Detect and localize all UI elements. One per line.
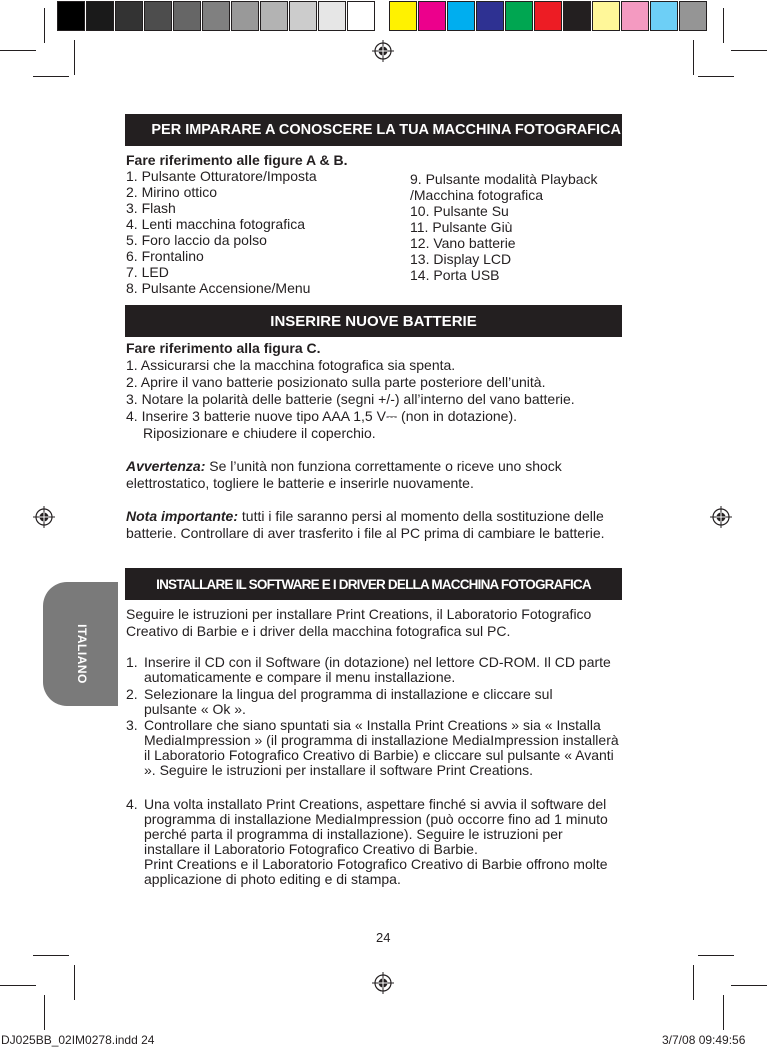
color-swatch [592, 1, 620, 31]
crop-mark [731, 50, 767, 51]
color-swatch [534, 1, 562, 31]
list-item-text: 4. Inserire 3 batterie nuove tipo AAA 1,5 V [126, 408, 386, 424]
step-text: Print Creations e il Laboratorio Fotografico Creativo di Barbie offrono molte applicazione di photo editing e di stampa. [144, 856, 608, 887]
crop-mark [33, 76, 69, 77]
note-text: tutti i file saranno persi al momento della sostituzione delle batterie. Controllare di aver trasferito i file al PC prima di cambiare le batterie. [126, 508, 605, 541]
gray-swatch [57, 1, 85, 31]
color-swatch [476, 1, 504, 31]
step-text: Una volta installato Print Creations, aspettare finché si avvia il software del programma di installazione MediaImpression (può occorre fino ad 1 minuto perché parta il programma di installazione). Seguire le istruzioni per installare il Laboratorio Fotografico Creativo di Barbie. [144, 796, 608, 857]
warning-label: Avvertenza: [126, 458, 206, 474]
step-text: Inserire il CD con il Software (in dotazione) nel lettore CD-ROM. Il CD parte automaticamente e compare il menu installazione. [144, 654, 611, 685]
color-swatch [679, 1, 707, 31]
list-item: 7. LED [126, 264, 169, 280]
crop-mark [0, 985, 36, 986]
registration-mark-icon [33, 506, 55, 528]
registration-mark-icon [710, 506, 732, 528]
list-item: 5. Foro laccio da polso [126, 232, 267, 248]
footer-timestamp: 3/7/08 09:49:56 [662, 1033, 746, 1047]
warning-paragraph [126, 458, 606, 491]
list-item-continuation: Riposizionare e chiudere il coperchio. [143, 425, 376, 441]
color-swatch [447, 1, 475, 31]
list-item: 12. Vano batterie [410, 235, 516, 251]
list-item: 2. Aprire il vano batterie posizionato sulla parte posteriore dell’unità. [126, 374, 546, 390]
gray-swatch [260, 1, 288, 31]
dc-symbol: ⎓ [385, 408, 398, 424]
gray-swatch [115, 1, 143, 31]
step-number: 1. [126, 654, 138, 670]
gray-swatch [318, 1, 346, 31]
footer-filename: DJ025BB_02IM0278.indd 24 [1, 1033, 155, 1047]
warning-text: Se l’unità non funziona correttamente o riceve uno shock elettrostatico, togliere le batterie e inserirle nuovamente. [126, 458, 562, 491]
list-item: 1. Pulsante Otturatore/Imposta [126, 168, 317, 184]
gray-swatch [231, 1, 259, 31]
section-heading [125, 305, 622, 337]
crop-mark [693, 40, 694, 75]
crop-mark [44, 8, 45, 43]
list-item: 3. Flash [126, 200, 176, 216]
crop-mark [693, 965, 694, 1000]
color-swatch [621, 1, 649, 31]
note-label: Nota importante: [126, 508, 238, 524]
list-item: 14. Porta USB [410, 267, 500, 283]
list-item: 10. Pulsante Su [410, 203, 509, 219]
crop-mark [731, 985, 767, 986]
list-item: 11. Pulsante Giù [410, 219, 513, 235]
list-item: 6. Frontalino [126, 248, 204, 264]
registration-mark-icon [372, 972, 394, 994]
crop-mark [33, 955, 69, 956]
crop-mark [44, 995, 45, 1030]
step-number: 3. [126, 717, 138, 733]
color-swatch [563, 1, 591, 31]
section-heading [125, 568, 622, 600]
list-item: 1. Assicurarsi che la macchina fotografica sia spenta. [126, 357, 456, 373]
gray-swatch [144, 1, 172, 31]
note-paragraph [126, 508, 616, 541]
section-heading [125, 114, 622, 146]
color-swatch [505, 1, 533, 31]
figure-reference: Fare riferimento alle figure A & B. [126, 152, 348, 168]
color-swatch [389, 1, 417, 31]
list-item-text: (non in dotazione). [397, 408, 517, 424]
list-item: 2. Mirino ottico [126, 184, 218, 200]
color-swatch [650, 1, 678, 31]
section-heading-text: INSERIRE NUOVE BATTERIE [270, 312, 477, 330]
section-heading-text: PER IMPARARE A CONOSCERE LA TUA MACCHINA FOTOGRAFICA [151, 122, 621, 138]
crop-mark [723, 995, 724, 1030]
section-heading-text: INSTALLARE IL SOFTWARE E I DRIVER DELLA MACCHINA FOTOGRAFICA [156, 576, 591, 592]
crop-mark [698, 955, 734, 956]
list-item: 4. Lenti macchina fotografica [126, 216, 305, 232]
list-item: 9. Pulsante modalità Playback [410, 171, 598, 187]
gray-swatch [86, 1, 114, 31]
step-number: 4. [126, 796, 138, 812]
gray-swatch [347, 1, 375, 31]
list-item: 8. Pulsante Accensione/Menu [126, 280, 311, 296]
crop-mark [723, 8, 724, 43]
crop-mark [0, 50, 36, 51]
list-item: /Macchina fotografica [410, 187, 544, 203]
step-number: 2. [126, 686, 138, 702]
step-text: Selezionare la lingua del programma di installazione e cliccare sul pulsante « Ok ». [144, 686, 553, 717]
crop-mark [698, 76, 734, 77]
gray-swatch [202, 1, 230, 31]
gray-swatch [173, 1, 201, 31]
parts-list-left [126, 168, 317, 296]
gray-swatch [289, 1, 317, 31]
page-number: 24 [376, 930, 391, 945]
list-item: 13. Display LCD [410, 251, 512, 267]
crop-mark [74, 965, 75, 1000]
install-intro: Seguire le istruzioni per installare Print Creations, il Laboratorio Fotografico Creativo di Barbie e i driver della macchina fotografica sul PC. [126, 606, 592, 639]
list-item: 3. Notare la polarità delle batterie (segni +/-) all’interno del vano batterie. [126, 391, 575, 407]
color-swatch [418, 1, 446, 31]
list-item [126, 408, 517, 424]
figure-reference: Fare riferimento alla figura C. [126, 340, 321, 356]
step-text: Controllare che siano spuntati sia « Installa Print Creations » sia « Installa MediaImpression » (il programma di installazione MediaImpression installerà il Laboratorio Fotografico Creativo di Barbie) e cliccare sul pulsante « Avanti ». Seguire le istruzioni per installare il software Print Creations. [144, 717, 619, 778]
crop-mark [74, 40, 75, 75]
registration-mark-icon [372, 40, 394, 62]
language-tab-label: ITALIANO [75, 624, 89, 684]
parts-list-right [410, 171, 598, 283]
